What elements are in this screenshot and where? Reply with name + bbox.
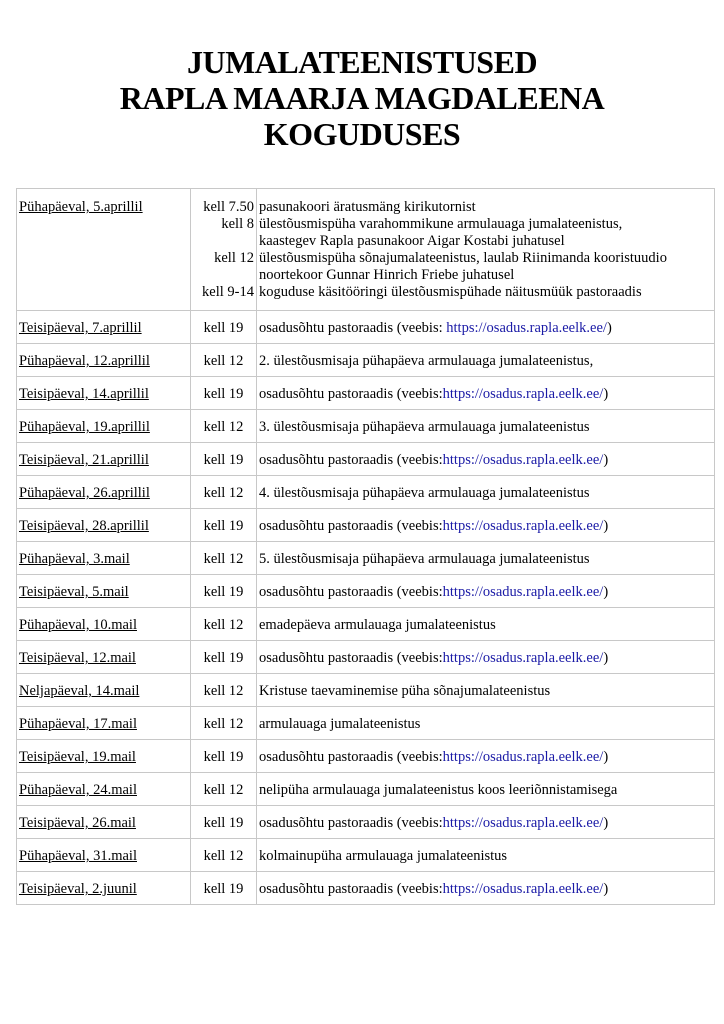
- table-row: [17, 377, 715, 410]
- description-text: osadusõhtu pastoraadis (veebis:: [259, 518, 443, 534]
- time-cell: [191, 311, 257, 344]
- day-cell: [17, 707, 191, 740]
- time-label: kell 12: [203, 485, 244, 501]
- time-label: kell 12: [203, 419, 244, 435]
- time-label: [193, 233, 254, 250]
- website-link[interactable]: https://osadus.rapla.eelk.ee/: [442, 881, 604, 897]
- time-cell: [191, 806, 257, 839]
- table-row: [17, 674, 715, 707]
- time-cell: [191, 575, 257, 608]
- day-cell: [17, 872, 191, 905]
- description-text: 3. ülestõusmisaja pühapäeva armulauaga jumalateenistus: [259, 419, 590, 435]
- day-label: Pühapäeval, 24.mail: [19, 782, 137, 798]
- description-text: kolmainupüha armulauaga jumalateenistus: [259, 848, 508, 864]
- description-cell: [257, 773, 715, 806]
- day-label: Teisipäeval, 5.mail: [19, 584, 129, 600]
- table-row: [17, 311, 715, 344]
- table-row: [17, 839, 715, 872]
- time-cell: [191, 344, 257, 377]
- description-text: osadusõhtu pastoraadis (veebis:: [259, 584, 443, 600]
- website-link[interactable]: https://osadus.rapla.eelk.ee/: [442, 518, 604, 534]
- day-label: Teisipäeval, 28.aprillil: [19, 518, 149, 534]
- day-cell: [17, 806, 191, 839]
- time-label: kell 9-14: [202, 284, 254, 300]
- day-label: Pühapäeval, 19.aprillil: [19, 419, 150, 435]
- website-link[interactable]: https://osadus.rapla.eelk.ee/: [442, 386, 604, 402]
- description-cell: [257, 377, 715, 410]
- table-row: [17, 509, 715, 542]
- description-cell: [257, 476, 715, 509]
- day-label: Pühapäeval, 17.mail: [19, 716, 137, 732]
- description-text: emadepäeva armulauaga jumalateenistus: [259, 617, 496, 633]
- day-label: Neljapäeval, 14.mail: [19, 683, 140, 699]
- table-row: [17, 707, 715, 740]
- table-row: [17, 872, 715, 905]
- time-label: kell 12: [203, 353, 244, 369]
- description-line: kaastegev Rapla pasunakoor Aigar Kostabi juhatusel: [259, 233, 565, 249]
- closing-paren: ): [603, 386, 609, 402]
- description-line: noortekoor Gunnar Hinrich Friebe juhatusel: [259, 267, 515, 283]
- day-cell: [17, 476, 191, 509]
- closing-paren: ): [603, 452, 609, 468]
- description-text: 4. ülestõusmisaja pühapäeva armulauaga jumalateenistus: [259, 485, 590, 501]
- table-row: [17, 476, 715, 509]
- time-cell: [191, 608, 257, 641]
- day-cell: [17, 311, 191, 344]
- description-cell: [257, 740, 715, 773]
- day-cell: [17, 344, 191, 377]
- time-cell: [191, 476, 257, 509]
- website-link[interactable]: https://osadus.rapla.eelk.ee/: [442, 452, 604, 468]
- closing-paren: ): [603, 749, 609, 765]
- time-cell: [191, 641, 257, 674]
- description-cell: [257, 839, 715, 872]
- day-label: Pühapäeval, 3.mail: [19, 551, 130, 567]
- closing-paren: ): [603, 650, 609, 666]
- time-label: kell 19: [203, 386, 244, 402]
- day-cell: [17, 410, 191, 443]
- day-cell: [17, 740, 191, 773]
- time-cell: [191, 872, 257, 905]
- description-text: 5. ülestõusmisaja pühapäeva armulauaga jumalateenistus: [259, 551, 590, 567]
- time-label: kell 12: [203, 551, 244, 567]
- description-cell: [257, 189, 715, 311]
- title-line-3: KOGUDUSES: [263, 116, 461, 152]
- time-cell: [191, 377, 257, 410]
- time-cell: [191, 542, 257, 575]
- time-cell: [191, 443, 257, 476]
- website-link[interactable]: https://osadus.rapla.eelk.ee/: [442, 650, 604, 666]
- description-text: osadusõhtu pastoraadis (veebis:: [259, 650, 443, 666]
- time-label: kell 12: [203, 782, 244, 798]
- description-cell: [257, 311, 715, 344]
- day-cell: [17, 189, 191, 311]
- website-link[interactable]: https://osadus.rapla.eelk.ee/: [442, 749, 604, 765]
- time-label: kell 19: [203, 650, 244, 666]
- time-label: kell 19: [203, 518, 244, 534]
- website-link[interactable]: https://osadus.rapla.eelk.ee/: [442, 815, 604, 831]
- table-row: [17, 773, 715, 806]
- title-line-1: JUMALATEENISTUSED: [186, 44, 538, 80]
- page-title: [0, 44, 724, 152]
- table-row: [17, 443, 715, 476]
- day-cell: [17, 839, 191, 872]
- description-cell: [257, 509, 715, 542]
- description-cell: [257, 542, 715, 575]
- description-text: osadusõhtu pastoraadis (veebis:: [259, 320, 447, 336]
- closing-paren: ): [603, 518, 609, 534]
- description-cell: [257, 608, 715, 641]
- time-label: kell 19: [203, 584, 244, 600]
- description-text: osadusõhtu pastoraadis (veebis:: [259, 452, 443, 468]
- table-row: [17, 575, 715, 608]
- description-text: osadusõhtu pastoraadis (veebis:: [259, 386, 443, 402]
- description-cell: [257, 806, 715, 839]
- time-cell: [191, 740, 257, 773]
- time-label: kell 19: [203, 815, 244, 831]
- day-label: Teisipäeval, 14.aprillil: [19, 386, 149, 402]
- day-cell: [17, 509, 191, 542]
- description-text: 2. ülestõusmisaja pühapäeva armulauaga jumalateenistus,: [259, 353, 594, 369]
- closing-paren: ): [603, 815, 609, 831]
- description-text: Kristuse taevaminemise püha sõnajumalateenistus: [259, 683, 551, 699]
- time-label: kell 19: [203, 320, 244, 336]
- website-link[interactable]: https://osadus.rapla.eelk.ee/: [446, 320, 607, 336]
- table-row: [17, 740, 715, 773]
- time-cell: [191, 839, 257, 872]
- description-cell: [257, 344, 715, 377]
- time-label: kell 19: [203, 749, 244, 765]
- description-text: osadusõhtu pastoraadis (veebis:: [259, 815, 443, 831]
- day-label: Teisipäeval, 26.mail: [19, 815, 136, 831]
- description-cell: [257, 575, 715, 608]
- time-label: kell 12: [203, 617, 244, 633]
- day-cell: [17, 443, 191, 476]
- day-label: Teisipäeval, 12.mail: [19, 650, 136, 666]
- table-row: [17, 189, 715, 311]
- description-line: koguduse käsitööringi ülestõusmispühade näitusmüük pastoraadis: [259, 284, 642, 300]
- day-cell: [17, 542, 191, 575]
- description-text: osadusõhtu pastoraadis (veebis:: [259, 749, 443, 765]
- description-cell: [257, 410, 715, 443]
- time-cell: [191, 509, 257, 542]
- day-label: Teisipäeval, 21.aprillil: [19, 452, 149, 468]
- description-cell: [257, 707, 715, 740]
- day-label: Teisipäeval, 2.juunil: [19, 881, 137, 897]
- day-label: Pühapäeval, 10.mail: [19, 617, 137, 633]
- table-row: [17, 344, 715, 377]
- closing-paren: ): [603, 584, 609, 600]
- description-cell: [257, 641, 715, 674]
- description-line: ülestõusmispüha sõnajumalateenistus, laulab Riinimanda kooristuudio: [259, 250, 667, 266]
- time-label: kell 7.50: [203, 199, 254, 215]
- time-cell: [191, 707, 257, 740]
- day-label: Pühapäeval, 12.aprillil: [19, 353, 150, 369]
- description-line: ülestõusmispüha varahommikune armulauaga jumalateenistus,: [259, 216, 623, 232]
- title-line-2: RAPLA MAARJA MAGDALEENA: [119, 80, 605, 116]
- day-cell: [17, 575, 191, 608]
- time-label: kell 19: [203, 452, 244, 468]
- day-label: Teisipäeval, 19.mail: [19, 749, 136, 765]
- closing-paren: ): [606, 320, 612, 336]
- description-cell: [257, 872, 715, 905]
- table-row: [17, 542, 715, 575]
- time-label: kell 19: [203, 881, 244, 897]
- schedule-table: [16, 188, 715, 905]
- day-cell: [17, 773, 191, 806]
- time-cell: [191, 674, 257, 707]
- day-label: Teisipäeval, 7.aprillil: [19, 320, 142, 336]
- description-text: armulauaga jumalateenistus: [259, 716, 421, 732]
- time-label: kell 12: [203, 716, 244, 732]
- time-label: [193, 267, 254, 284]
- time-cell: [191, 410, 257, 443]
- day-cell: [17, 641, 191, 674]
- description-cell: [257, 443, 715, 476]
- description-text: osadusõhtu pastoraadis (veebis:: [259, 881, 443, 897]
- day-label: Pühapäeval, 26.aprillil: [19, 485, 150, 501]
- table-row: [17, 806, 715, 839]
- time-label: kell 12: [203, 848, 244, 864]
- time-cell: [191, 773, 257, 806]
- closing-paren: ): [603, 881, 609, 897]
- description-line: pasunakoori äratusmäng kirikutornist: [259, 199, 476, 215]
- day-label: Pühapäeval, 5.aprillil: [19, 199, 143, 215]
- day-cell: [17, 377, 191, 410]
- day-label: Pühapäeval, 31.mail: [19, 848, 137, 864]
- day-cell: [17, 674, 191, 707]
- time-label: kell 12: [203, 683, 244, 699]
- table-row: [17, 410, 715, 443]
- table-row: [17, 608, 715, 641]
- time-cell: [191, 189, 257, 311]
- website-link[interactable]: https://osadus.rapla.eelk.ee/: [442, 584, 604, 600]
- day-cell: [17, 608, 191, 641]
- description-text: nelipüha armulauaga jumalateenistus koos leeriõnnistamisega: [259, 782, 618, 798]
- table-row: [17, 641, 715, 674]
- time-label: kell 12: [214, 250, 254, 266]
- description-cell: [257, 674, 715, 707]
- time-label: kell 8: [221, 216, 254, 232]
